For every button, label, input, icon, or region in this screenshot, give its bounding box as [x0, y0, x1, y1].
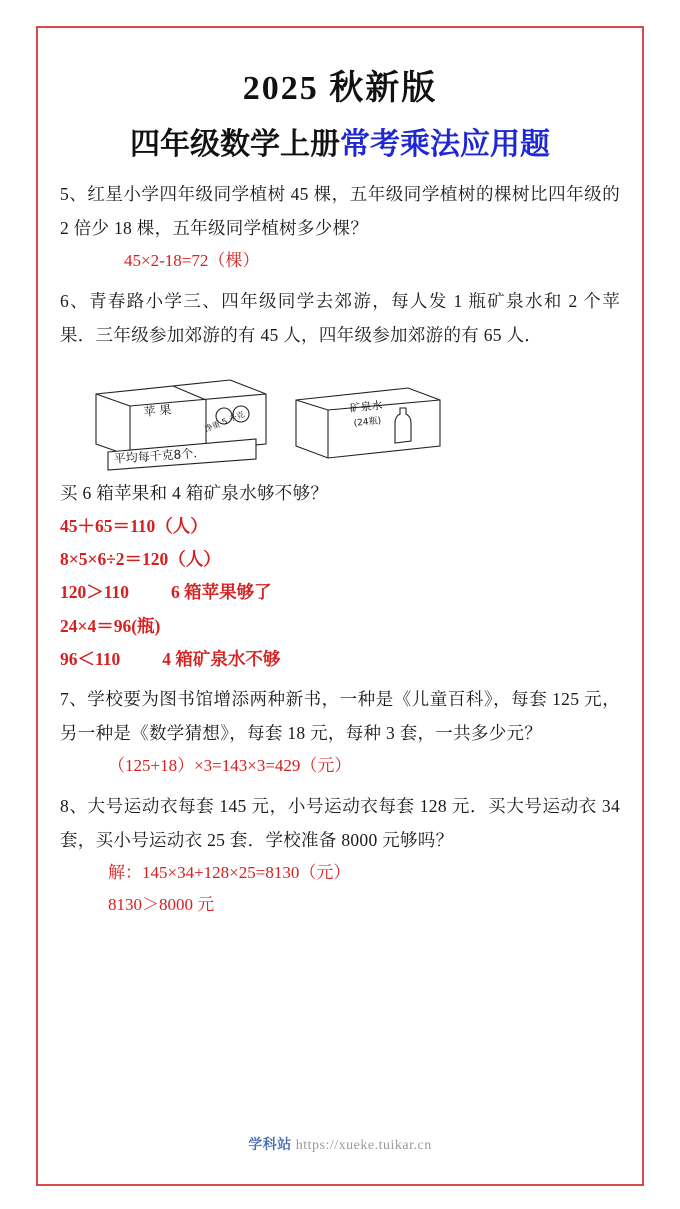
- question-6-answer-row-4: [60, 610, 620, 643]
- question-6-answer-row-2: [60, 543, 620, 576]
- question-7-text: 7、学校要为图书馆增添两种新书，一种是《儿童百科》，每套 125 元，另一种是《数学猜想》，每套 18 元，每种 3 套，一共多少元？: [60, 689, 620, 744]
- figure-apple-note: 平均每千克8个.: [113, 446, 198, 466]
- question-6-text: 6、青春路小学三、四年级同学去郊游，每人发 1 瓶矿泉水和 2 个苹果．三年级参加郊游的有 45 人，四年级参加郊游的有 65 人．: [60, 290, 620, 345]
- question-7-answer: （125+18）×3=143×3=429（元）: [108, 756, 352, 776]
- question-6-text2: 买 6 箱苹果和 4 箱矿泉水够不够？: [60, 482, 329, 503]
- figure-water-label: 矿泉水: [348, 398, 384, 415]
- question-6-answer-row-5: [60, 643, 620, 676]
- answer-left: 96＜110: [60, 648, 121, 669]
- answer-left: 24×4＝96(瓶): [60, 615, 161, 636]
- question-5-text: 5、红星小学四年级同学植树 45 棵，五年级同学植树的棵树比四年级的 2 倍少 18 棵，五年级同学植树多少棵？: [60, 184, 620, 239]
- figure-apple-label: 苹 果: [143, 402, 172, 419]
- watermark-brand: 学科站: [248, 1138, 292, 1153]
- watermark-url: https://xueke.tuikar.cn: [295, 1138, 432, 1153]
- answer-right: 6 箱苹果够了: [171, 582, 272, 603]
- boxes-figure: [78, 360, 458, 472]
- watermark: [38, 1134, 642, 1154]
- answer-left: 45＋65＝110（人）: [60, 515, 208, 536]
- question-5-answer: 45×2-18=72（棵）: [124, 251, 260, 271]
- question-6-answer-row-1: [60, 510, 620, 543]
- question-6-answer-row-3: [60, 576, 620, 609]
- answer-left: 8×5×6÷2＝120（人）: [60, 549, 221, 570]
- page-title-grade: 四年级数学上册: [130, 128, 340, 161]
- question-8-answer-2: 8130＞8000 元: [108, 895, 215, 915]
- answer-right: 4 箱矿泉水不够: [162, 648, 281, 669]
- page-title-line2: [60, 119, 620, 163]
- figure-apple-weight: 净重 5 千克: [203, 409, 246, 434]
- page-title-topic: 常考乘法应用题: [340, 128, 550, 161]
- question-8-answer-1: 解：145×34+128×25=8130（元）: [108, 862, 351, 882]
- page-title-line1: 2025 秋新版: [242, 70, 438, 107]
- question-list: [60, 177, 620, 922]
- question-8-text: 8、大号运动衣每套 145 元，小号运动衣每套 128 元．买大号运动衣 34 套，买小号运动衣 25 套．学校准备 8000 元够吗？: [60, 795, 620, 850]
- answer-left: 120＞110: [60, 582, 130, 603]
- worksheet-page: [36, 26, 644, 1186]
- figure-water-count: (24瓶): [353, 415, 382, 429]
